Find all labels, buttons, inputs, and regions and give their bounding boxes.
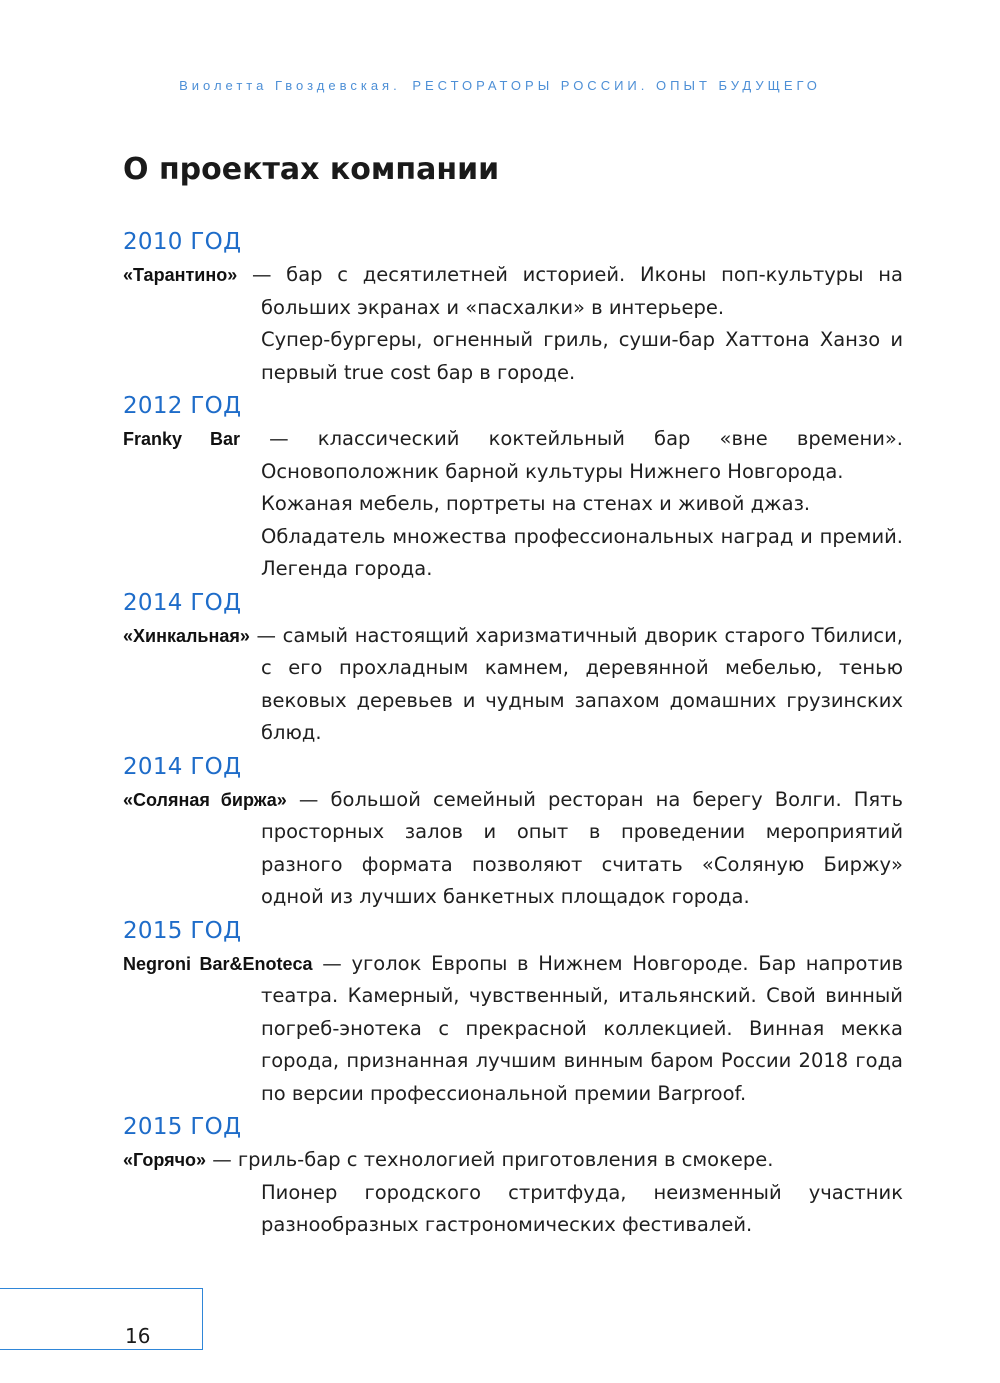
project-year: 2012 ГОД [123, 393, 242, 419]
project-name: Negroni Bar&Enoteca [123, 953, 313, 974]
project-description [123, 784, 903, 914]
project-year: 2010 ГОД [123, 229, 242, 255]
project-year: 2015 ГОД [123, 917, 242, 944]
project-name: «Хинкальная» [123, 625, 250, 646]
project-description [123, 620, 903, 750]
project-year: 2015 ГОД [123, 1114, 242, 1140]
project-entry [123, 1110, 903, 1242]
project-entry [123, 389, 903, 586]
project-description [123, 423, 903, 586]
project-list [123, 225, 903, 1242]
project-entry [123, 586, 903, 750]
project-lead-text: — уголок Европы в Нижнем Новгороде. Бар напротив театра. Камерный, чувственный, итальянский. Свой винный погреб-энотека с прекрасной коллекцией. Винная мекка города, признанная лучшим винным баром России 2018 года по версии профессиональной премии Barproof. [261, 951, 903, 1105]
project-description [123, 1144, 903, 1242]
project-continuation-text: Кожаная мебель, портреты на стенах и живой джаз. [261, 492, 811, 515]
project-lead-text: — бар с десятилетней историей. Иконы поп-культуры на больших экранах и «пасхалки» в интерьере. [237, 263, 903, 319]
project-year: 2014 ГОД [123, 589, 242, 616]
project-lead-text: — самый настоящий харизматичный дворик старого Тбилиси, с его прохладным камнем, деревянной мебелью, тенью вековых деревьев и чудным запахом домашних грузинских блюд. [249, 623, 903, 744]
project-year: 2014 ГОД [123, 753, 242, 780]
header-author: Виолетта Гвоздевская. [179, 78, 401, 93]
project-name: «Тарантино» [123, 265, 238, 285]
project-entry [123, 225, 903, 389]
project-continuation-text: Супер-бургеры, огненный гриль, суши-бар Хаттона Ханзо и первый true cost бар в городе. [261, 328, 903, 384]
running-header [0, 78, 1000, 93]
header-book-title: РЕСТОРАТОРЫ РОССИИ. ОПЫТ БУДУЩЕГО [412, 78, 821, 93]
project-continuation-text: Обладатель множества профессиональных наград и премий. Легенда города. [261, 524, 903, 580]
project-description [123, 259, 903, 389]
project-name: Franky Bar [123, 429, 240, 449]
page-title: О проектах компании [123, 152, 500, 187]
page-number: 16 [125, 1324, 151, 1348]
project-name: «Соляная биржа» [123, 789, 287, 810]
project-description [123, 948, 903, 1111]
project-lead-text: — большой семейный ресторан на берегу Волги. Пять просторных залов и опыт в проведении мероприятий разного формата позволяют считать «Соляную Биржу» одной из лучших банкетных площадок города. [261, 787, 904, 908]
page-number-frame [0, 1288, 203, 1350]
project-entry [123, 750, 903, 914]
project-lead-text: — гриль-бар с технологией приготовления в смокере. [206, 1148, 774, 1171]
project-entry [123, 914, 903, 1111]
project-continuation-text: Пионер городского стритфуда, неизменный участник разнообразных гастрономических фестивалей. [261, 1180, 903, 1236]
project-name: «Горячо» [123, 1150, 207, 1170]
project-lead-text: — классический коктейльный бар «вне времени». Основоположник барной культуры Нижнего Новгорода. [240, 427, 903, 483]
